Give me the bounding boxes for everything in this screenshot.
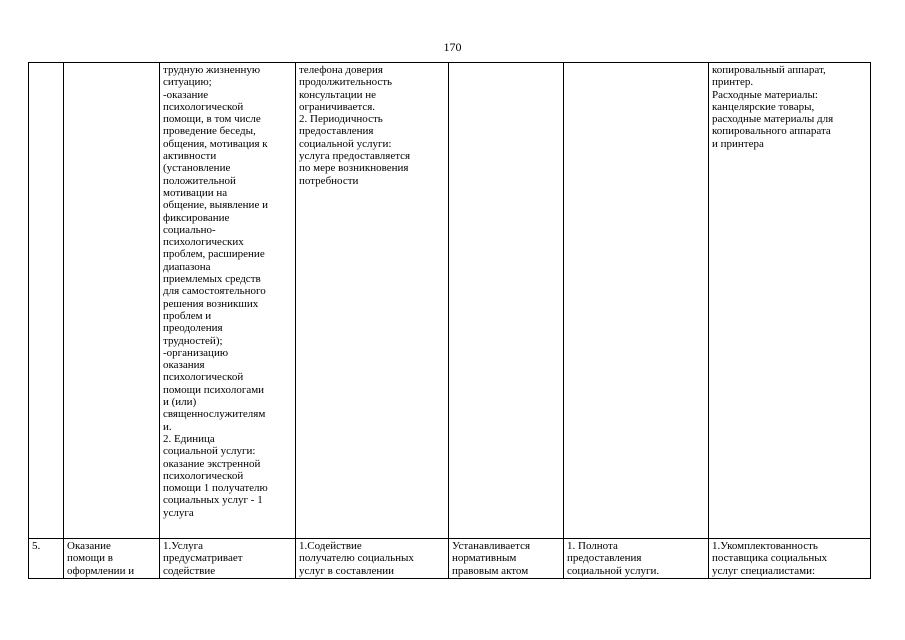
cell-number: 5.	[29, 539, 64, 579]
cell-service-name	[64, 63, 160, 539]
cell-service-description: 1.Услуга предусматривает содействие	[160, 539, 296, 579]
cell-service-description: трудную жизненную ситуацию; -оказание психологической помощи, в том числе проведение беседы, общения, мотивация к активности (установление положительной мотивации на общение, выявление и фиксирование социально- психологических проблем, расширение диапазона приемлемых средств для самостоятельного решения возникших проблем и преодоления трудностей); -организацию оказания психологической помощи психологами и (или) священнослужителям и. 2. Единица социальной услуги: оказание экстренной психологической помощи 1 получателю социальных услуг - 1 услуга	[160, 63, 296, 539]
cell-conditions: 1.Укомплектованность поставщика социальных услуг специалистами:	[709, 539, 871, 579]
cell-service-name: Оказание помощи в оформлении и	[64, 539, 160, 579]
cell-tariff: Устанавливается нормативным правовым актом	[449, 539, 564, 579]
cell-tariff	[449, 63, 564, 539]
cell-quality-indicators: 1. Полнота предоставления социальной услуги.	[564, 539, 709, 579]
services-table	[28, 62, 871, 579]
cell-quality-indicators	[564, 63, 709, 539]
page-number: 170	[443, 40, 462, 54]
cell-number	[29, 63, 64, 539]
cell-terms: 1.Содействие получателю социальных услуг в составлении	[296, 539, 449, 579]
cell-terms: телефона доверия продолжительность консультации не ограничивается. 2. Периодичность предоставления социальной услуги: услуга предоставляется по мере возникновения потребности	[296, 63, 449, 539]
table-row-continuation	[29, 63, 871, 539]
cell-conditions: копировальный аппарат, принтер. Расходные материалы: канцелярские товары, расходные материалы для копировального аппарата и принтера	[709, 63, 871, 539]
table-row-5	[29, 539, 871, 579]
